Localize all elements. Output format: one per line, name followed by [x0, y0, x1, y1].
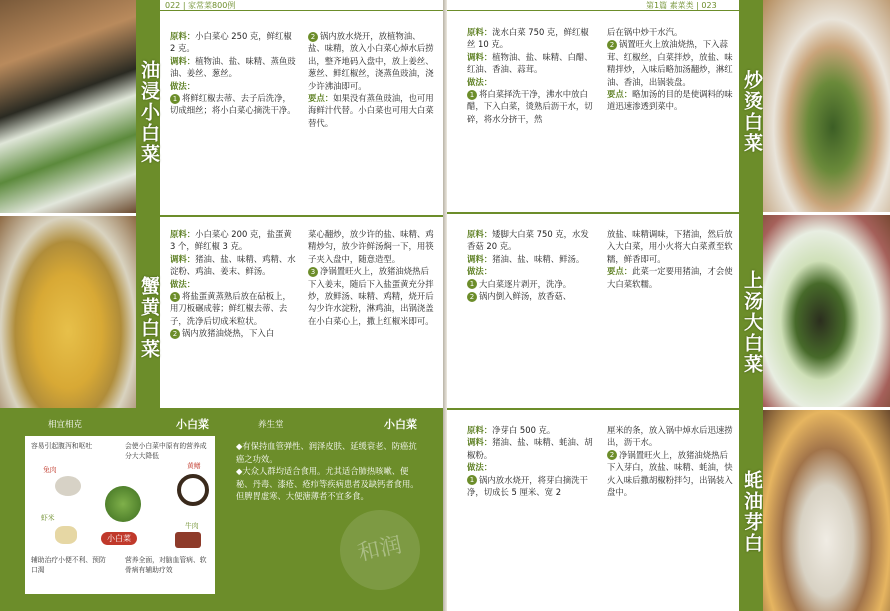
health-point-1: ◆有保持血管弹性、润泽皮肤、延缓衰老、防癌抗癌之功效。: [236, 441, 417, 464]
health-header: 养生堂: [258, 420, 284, 430]
recipe-line: [170, 30, 298, 55]
step-number-badge: 2: [467, 292, 477, 302]
recipe-field-label: 要点：: [607, 89, 633, 100]
recipe-divider: [160, 215, 443, 217]
recipe2-col2: [308, 228, 436, 327]
health-point-2: ◆大众人群均适合食用。尤其适合肺热咳嗽、便秘、丹毒、漆疮、疮疖等疾病患者及缺钙者食用。但脾胃虚寒、大便溏薄者不宜多食。: [236, 466, 419, 502]
recipe-title-stir-cabbage: 炒烫白菜: [741, 70, 763, 154]
photo-soup-cabbage: [763, 215, 890, 407]
recipe5-col2: [607, 424, 735, 498]
photo-crab-yolk-cabbage: [0, 216, 136, 408]
food-pairing-chart: [25, 436, 215, 594]
recipe-text: 猪油、盐、味精、鸡精、水淀粉、鸡油、姜末、鲜汤。: [170, 253, 296, 277]
recipe4-col2: [607, 228, 735, 290]
recipe-field-label: 要点：: [308, 93, 334, 104]
step-number-badge: 1: [467, 279, 477, 289]
recipe-line: [467, 88, 595, 125]
recipe-line: [308, 265, 436, 327]
photo-stir-cabbage: [763, 0, 890, 212]
recipe-field-label: 要点：: [607, 266, 633, 277]
step-number-badge: 1: [467, 90, 477, 100]
recipe-line: [308, 92, 436, 129]
step-number-badge: 1: [170, 292, 180, 302]
eel-icon: [177, 474, 209, 506]
recipe-text: 植物油、盐、味精、白醋、红油、香油、蒜茸。: [467, 51, 593, 75]
recipe-text: 厘米的条，放入锅中焯水后迅速捞出，沥干水。: [607, 425, 733, 448]
recipe-text: 后在锅中炒干水汽。: [607, 27, 683, 37]
recipe-soup-cabbage: [467, 228, 737, 408]
recipe-field-label: 原料：: [170, 229, 196, 239]
recipe3-col2: [607, 26, 735, 113]
recipe-line: [467, 424, 595, 436]
recipe-title-oyster-cabbage: 蚝油芽白: [741, 470, 763, 554]
page-header-right: 第1篇 素菜类 | 023: [646, 1, 717, 10]
recipe-line: [308, 228, 436, 265]
recipe-line: [467, 474, 595, 499]
recipe-field-label: 做法：: [467, 462, 493, 473]
pairing-center-label: 小白菜: [101, 532, 137, 545]
recipe-field-label: 做法：: [467, 76, 493, 87]
recipe-text: 净锅置旺火上，放猪油烧热后下入姜末，随后下入盐蛋黄充分拌炒，放鲜汤、味精、鸡精，烧开后勾少许水淀粉，淋鸡油，出锅浇盖在小白菜心上，撒上红椒米即可。: [308, 266, 434, 326]
recipe3-col1: [467, 26, 595, 125]
shrimp-icon: [55, 526, 77, 544]
health-title: 小白菜: [384, 418, 417, 431]
beef-icon: [175, 532, 201, 548]
header-rule-right: [447, 10, 739, 11]
recipe-field-label: 调料：: [467, 51, 493, 62]
recipe-line: [467, 436, 595, 461]
recipe-title-crab-cabbage: 蟹黄白菜: [138, 276, 160, 360]
recipe-field-label: 原料：: [467, 27, 493, 37]
recipe-text: 菜心翻炒，放少许的盐、味精、鸡精炒匀，放少许鲜汤焖一下，用筷子夹入盘中，随意造型。: [308, 229, 434, 264]
step-number-badge: 2: [607, 450, 617, 460]
step-number-badge: 2: [308, 32, 318, 42]
recipe-field-label: 做法：: [467, 266, 493, 277]
recipe-divider: [447, 212, 739, 214]
photo-oyster-cabbage: [763, 410, 890, 611]
recipe1-col2: [308, 30, 436, 129]
recipe-text: 此菜一定要用猪油，才会使大白菜软糯。: [607, 266, 733, 289]
recipe2-col1: [170, 228, 298, 340]
recipe-text: 矮脚大白菜 750 克，水发香菇 20 克。: [467, 229, 589, 252]
step-number-badge: 3: [308, 267, 318, 277]
recipe-field-label: 原料：: [170, 31, 196, 41]
pairing-bottom-left: 辅助治疗小便不利、预防口渴: [31, 556, 106, 574]
rabbit-icon: [55, 476, 81, 496]
recipe4-col1: [467, 228, 595, 302]
recipe-line: [607, 265, 735, 290]
recipe-text: 小白菜心 200 克，盐蛋黄 3 个，鲜红椒 3 克。: [170, 229, 292, 252]
recipe-line: [170, 92, 298, 117]
recipe-title-oil-cabbage: 油浸小白菜: [138, 60, 160, 165]
recipe-text: 猪油、盐、味精、鲜汤。: [492, 253, 585, 264]
recipe-line: [607, 449, 735, 499]
pairing-rabbit: 兔肉: [43, 466, 57, 474]
recipe-line: [467, 51, 595, 76]
recipe-text: 将盐蛋黄蒸熟后放在砧板上，用刀板碾成蓉；鲜红椒去蒂、去子，洗净后切成米粒状。: [170, 291, 291, 326]
recipe-field-label: 调料：: [170, 55, 196, 66]
step-number-badge: 1: [170, 94, 180, 104]
recipe-oil-cabbage: [170, 30, 435, 210]
recipe-line: [467, 461, 595, 473]
pairing-bottom-right: 营养全面，对脑血管病、软骨病有辅助疗效: [125, 556, 207, 574]
recipe-line: [170, 253, 298, 278]
recipe1-col1: [170, 30, 298, 117]
recipe-line: [467, 76, 595, 88]
recipe-stir-blanch-cabbage: [467, 26, 737, 206]
step-number-badge: 2: [607, 40, 617, 50]
pairing-title: 小白菜: [176, 418, 209, 431]
photo-oil-cabbage: [0, 0, 136, 213]
recipe-field-label: 调料：: [467, 437, 493, 448]
recipe-text: 大白菜逐片剥开，洗净。: [479, 278, 572, 289]
recipe-line: [170, 327, 298, 339]
recipe-line: [467, 278, 595, 290]
recipe-text: 将鲜红椒去蒂、去子后洗净，切成细丝；将小白菜心摘洗干净。: [170, 93, 296, 116]
recipe-line: [467, 290, 595, 302]
recipe-field-label: 做法：: [170, 278, 196, 289]
recipe-line: [607, 88, 735, 113]
left-page: [0, 0, 443, 611]
recipe-line: [607, 38, 735, 88]
recipe-text: 净锅置旺火上，放猪油烧热后下入芽白，放盐、味精、蚝油，快火入味后撒胡椒粉拌匀，出锅装入盘中。: [607, 449, 733, 498]
recipe-text: 泷水白菜 750 克，鲜红椒丝 10 克。: [467, 27, 589, 50]
watermark-stamp: 和润: [333, 503, 428, 598]
recipe-line: [170, 228, 298, 253]
recipe-text: 植物油、盐、味精、蒸鱼豉油、姜丝、葱丝。: [170, 55, 296, 79]
step-number-badge: 1: [467, 475, 477, 485]
pairing-eel: 黄鳝: [187, 462, 201, 470]
recipe-line: [308, 30, 436, 92]
cabbage-icon: [105, 486, 141, 522]
recipe-text: 略加汤的目的是使调料的味道迅速渗透到菜中。: [607, 89, 733, 112]
pairing-top-right: 会使小白菜中原有的营养成分大大降低: [125, 442, 207, 460]
recipe-text: 猪油、盐、味精、蚝油、胡椒粉。: [467, 437, 593, 460]
recipe-title-soup-cabbage: 上汤大白菜: [741, 270, 763, 375]
recipe-field-label: 调料：: [170, 253, 196, 264]
recipe-line: [607, 26, 735, 38]
page-header-left: 022 | 家常菜800例: [165, 1, 236, 10]
recipe5-col1: [467, 424, 595, 498]
recipe-line: [170, 290, 298, 327]
recipe-text: 如果没有蒸鱼豉油，也可用海鲜汁代替。小白菜也可用大白菜替代。: [308, 93, 434, 128]
recipe-line: [467, 228, 595, 253]
pairing-top-left: 容易引起腹泻和呕吐: [31, 442, 93, 450]
recipe-oyster-cabbage: [467, 424, 737, 604]
recipe-text: 将白菜择洗干净，沸水中放白醋，下入白菜，烫熟后沥干水，切碎，将水分挤干，然: [467, 89, 593, 124]
recipe-divider: [447, 408, 739, 410]
recipe-text: 锅置旺火上放油烧热，下入蒜茸、红椒丝，白菜拌炒，放盐、味精拌炒，入味后略加汤翻炒，淋红油、香油，出锅装盘。: [607, 39, 733, 87]
recipe-text: 净芽白 500 克。: [492, 425, 556, 435]
pairing-beef: 牛肉: [185, 522, 199, 530]
pairing-header: 相宜相克: [48, 420, 83, 430]
recipe-text: 锅内放水烧开，放植物油、盐、味精，放入小白菜心焯水后捞出，整齐地码入盘中，放上姜丝、葱丝、鲜红椒丝，浇蒸鱼豉油，浇少许沸油即可。: [308, 31, 434, 91]
recipe-line: [467, 26, 595, 51]
recipe-line: [607, 228, 735, 265]
recipe-line: [467, 265, 595, 277]
recipe-text: 锅内放猪油烧热，下入白: [182, 328, 275, 339]
step-number-badge: 2: [170, 329, 180, 339]
recipe-line: [170, 278, 298, 290]
recipe-text: 锅内放水烧开，将芽白摘洗干净，切成长 5 厘米、宽 2: [467, 474, 588, 498]
header-rule-left: [160, 10, 443, 11]
recipe-field-label: 做法：: [170, 80, 196, 91]
recipe-line: [607, 424, 735, 449]
recipe-line: [467, 253, 595, 265]
recipe-field-label: 调料：: [467, 253, 493, 264]
recipe-text: 锅内倒入鲜汤，放香菇、: [479, 291, 572, 302]
recipe-text: 放盐、味精调味，下猪油，然后放入大白菜，用小火将大白菜煮至软糯，鲜香即可。: [607, 229, 733, 264]
right-page: [447, 0, 890, 611]
recipe-field-label: 原料：: [467, 229, 493, 239]
recipe-crab-cabbage: [170, 228, 435, 408]
pairing-shrimp: 虾米: [41, 514, 55, 522]
recipe-line: [170, 80, 298, 92]
health-notes: [236, 440, 424, 503]
recipe-text: 小白菜心 250 克，鲜红椒 2 克。: [170, 31, 292, 54]
recipe-field-label: 原料：: [467, 425, 493, 435]
recipe-line: [170, 55, 298, 80]
